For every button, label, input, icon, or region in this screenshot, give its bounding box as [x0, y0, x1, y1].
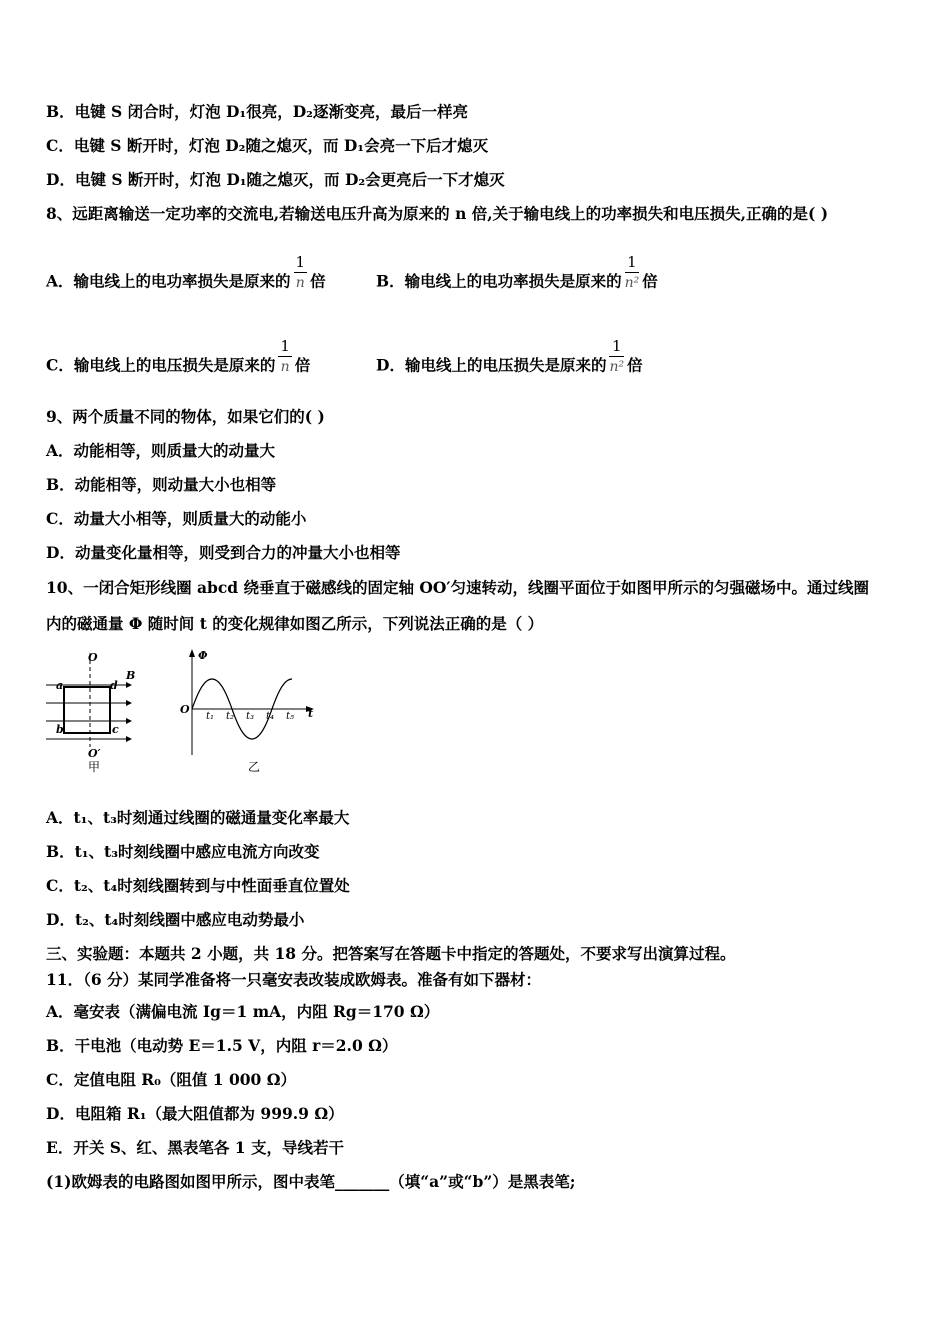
fraction-numerator: 1: [625, 252, 640, 273]
q9-option-d: D．动量变化量相等，则受到合力的冲量大小也相等: [46, 543, 401, 562]
figure-jia: [40, 645, 150, 780]
q8-option-a: [46, 253, 326, 303]
q8-option-d-text: D．输电线上的电压损失是原来的: [376, 355, 607, 375]
section-3-heading: 三、实验题：本题共 2 小题，共 18 分。把答案写在答题卡中指定的答题处，不要求写出演算过程。: [46, 944, 736, 963]
figure-label-c: c: [112, 723, 119, 736]
tick-t3: t₃: [246, 711, 255, 722]
q10-stem-line1: 10、一闭合矩形线圈 abcd 绕垂直于磁感线的固定轴 OO′匀速转动，线圈平面位于如图甲所示的匀强磁场中。通过线圈: [46, 578, 870, 597]
q11-option-c: C．定值电阻 R₀（阻值 1 000 Ω）: [46, 1070, 297, 1089]
fraction: [278, 336, 292, 377]
q10-option-a: A．t₁、t₃时刻通过线圈的磁通量变化率最大: [46, 808, 350, 827]
q9-option-b: B．动能相等，则动量大小也相等: [46, 475, 277, 494]
q9-stem: 9、两个质量不同的物体，如果它们的( ): [46, 407, 325, 426]
q8-option-c: [46, 337, 311, 387]
q8-option-c-suffix: 倍: [294, 355, 311, 375]
fraction-denominator: n²: [624, 275, 640, 291]
fraction-denominator: n: [280, 359, 290, 375]
tick-t1: t₁: [206, 711, 215, 722]
figure-yi: [176, 645, 324, 780]
fraction-denominator: n²: [609, 359, 625, 375]
q7-option-d: D．电键 S 断开时，灯泡 D₁随之熄灭，而 D₂会更亮后一下才熄灭: [46, 170, 505, 189]
fraction: [609, 336, 624, 377]
fraction-numerator: 1: [295, 253, 306, 271]
fraction-denominator: n: [295, 275, 305, 291]
q11-stem: 11．（6 分）某同学准备将一只毫安表改装成欧姆表。准备有如下器材：: [46, 970, 542, 989]
q8-option-d-suffix: 倍: [627, 355, 643, 375]
q7-option-c: C．电键 S 断开时，灯泡 D₂随之熄灭，而 D₁会亮一下后才熄灭: [46, 136, 489, 155]
q9-option-c: C．动量大小相等，则质量大的动能小: [46, 509, 307, 528]
fraction-numerator: 1: [609, 336, 624, 357]
axis-label-phi: Φ: [198, 649, 208, 662]
q10-stem-line2: 内的磁通量 Φ 随时间 t 的变化规律如图乙所示，下列说法正确的是（ ）: [46, 614, 544, 633]
q10-option-d: D．t₂、t₄时刻线圈中感应电动势最小: [46, 910, 305, 929]
fraction: [625, 252, 640, 293]
q11-option-b: B．干电池（电动势 E＝1.5 V，内阻 r＝2.0 Ω）: [46, 1036, 398, 1055]
fraction: [294, 252, 308, 293]
q8-option-d: [376, 337, 643, 387]
q11-option-e: E．开关 S、红、黑表笔各 1 支，导线若干: [46, 1138, 344, 1157]
q8-option-a-suffix: 倍: [310, 271, 326, 291]
q8-option-b-text: B．输电线上的电功率损失是原来的: [376, 271, 622, 291]
q11-part-1: (1)欧姆表的电路图如图甲所示，图中表笔_______（填“a”或“b”）是黑表笔;: [46, 1172, 576, 1191]
q10-option-b: B．t₁、t₃时刻线圈中感应电流方向改变: [46, 842, 320, 861]
axis-label-t: t: [308, 707, 314, 720]
q8-option-c-text: C．输电线上的电压损失是原来的: [46, 355, 276, 375]
figure-label-o-prime: O′: [88, 747, 101, 760]
q8-stem: 8、远距离输送一定功率的交流电,若输送电压升高为原来的 n 倍,关于输电线上的功率损失和电压损失,正确的是( ): [46, 204, 829, 223]
q10-option-c: C．t₂、t₄时刻线圈转到与中性面垂直位置处: [46, 876, 350, 895]
q8-option-a-text: A．输电线上的电功率损失是原来的: [46, 271, 291, 291]
figure-label-o: O: [88, 651, 98, 664]
tick-t4: t₄: [266, 711, 275, 722]
figure-caption-jia: 甲: [88, 760, 101, 774]
figure-label-b-field: B: [126, 669, 136, 682]
q8-option-b-suffix: 倍: [642, 271, 658, 291]
tick-t5: t₅: [286, 711, 295, 722]
figure-label-d: d: [110, 679, 118, 692]
figure-caption-yi: 乙: [248, 760, 261, 774]
figure-label-a: a: [56, 679, 64, 692]
axis-origin: O: [180, 703, 190, 716]
q9-option-a: A．动能相等，则质量大的动量大: [46, 441, 276, 460]
tick-t2: t₂: [226, 711, 235, 722]
q11-option-a: A．毫安表（满偏电流 Ig＝1 mA，内阻 Rg＝170 Ω）: [46, 1002, 440, 1021]
q11-option-d: D．电阻箱 R₁（最大阻值都为 999.9 Ω）: [46, 1104, 344, 1123]
figure-label-b: b: [56, 723, 64, 736]
q7-option-b: B．电键 S 闭合时，灯泡 D₁很亮，D₂逐渐变亮，最后一样亮: [46, 102, 468, 121]
fraction-numerator: 1: [280, 337, 290, 355]
q8-option-b: [376, 253, 658, 303]
